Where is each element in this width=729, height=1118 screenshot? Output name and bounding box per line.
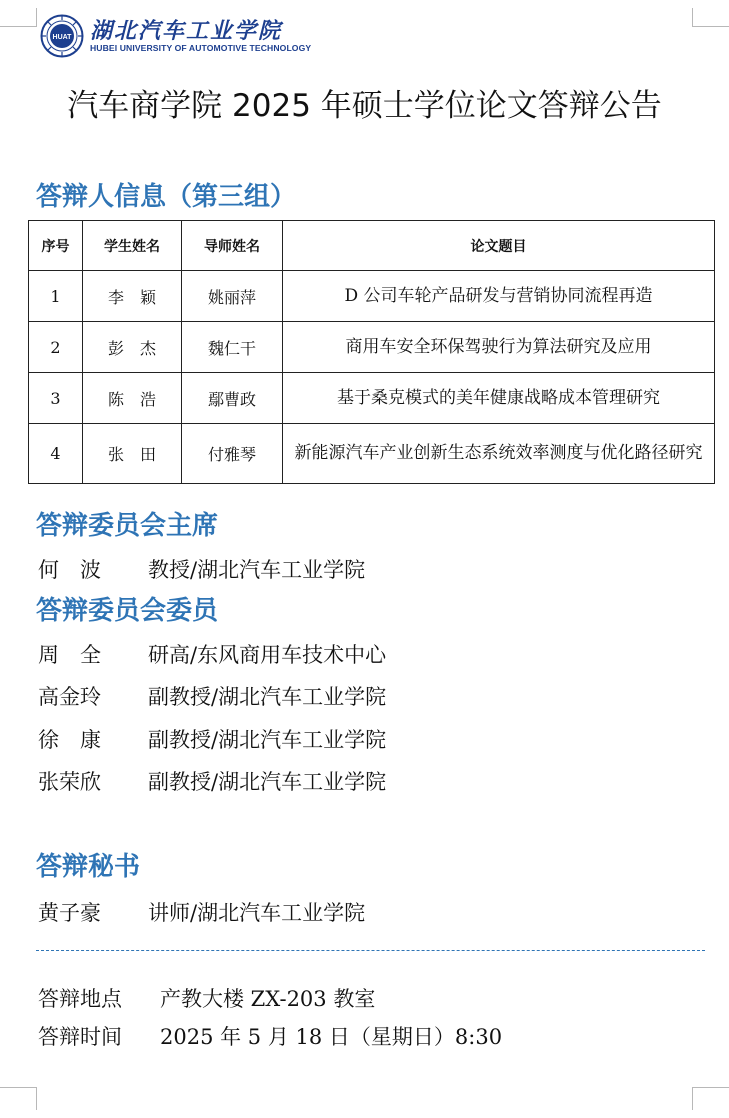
table-header-row [29,221,715,271]
school-name-en: HUBEI UNIVERSITY OF AUTOMOTIVE TECHNOLOGY [90,43,312,53]
secretary-heading: 答辩秘书 [36,852,141,882]
member-name: 徐 康 [38,728,101,752]
student-name: 彭 杰 [83,322,182,373]
crop-mark-bottom-right [692,1087,729,1110]
member-title: 副教授/湖北汽车工业学院 [148,728,387,752]
member-name: 张荣欣 [38,770,101,794]
committee-member [38,681,386,711]
committee-member [38,766,386,796]
page-title: 汽车商学院 2025 年硕士学位论文答辩公告 [67,88,662,124]
advisor-name: 姚丽萍 [182,271,283,322]
student-name: 张 田 [83,424,182,484]
row-number: 3 [29,373,83,424]
committee-member [38,639,386,669]
secretary-member [38,897,365,927]
column-header-advisor: 导师姓名 [182,221,283,271]
member-title: 教授/湖北汽车工业学院 [148,558,366,582]
thesis-topic: 基于桑克模式的美年健康战略成本管理研究 [283,373,715,424]
member-title: 讲师/湖北汽车工业学院 [148,901,366,925]
thesis-topic: 商用车安全环保驾驶行为算法研究及应用 [283,322,715,373]
thesis-table [28,220,715,484]
defenders-heading: 答辩人信息（第三组） [36,182,297,212]
column-header-student: 学生姓名 [83,221,182,271]
member-title: 副教授/湖北汽车工业学院 [148,685,387,709]
location-value: 产教大楼 ZX-203 教室 [160,987,376,1011]
table-row [29,424,715,484]
crop-mark-bottom-left [0,1087,37,1110]
advisor-name: 付雅琴 [182,424,283,484]
student-name: 李 颖 [83,271,182,322]
table-row [29,322,715,373]
student-name: 陈 浩 [83,373,182,424]
row-number: 4 [29,424,83,484]
row-number: 1 [29,271,83,322]
committee-heading: 答辩委员会委员 [36,596,219,626]
member-name: 何 波 [38,558,101,582]
column-header-number: 序号 [29,221,83,271]
crop-mark-top-right [692,8,729,27]
crop-mark-top-left [0,8,37,27]
member-name: 周 全 [38,643,101,667]
table-row [29,271,715,322]
member-title: 副教授/湖北汽车工业学院 [148,770,387,794]
location-line [38,983,375,1013]
emblem-text: HUAT [52,34,72,41]
advisor-name: 魏仁干 [182,322,283,373]
university-emblem-icon [40,14,84,58]
table-row [29,373,715,424]
location-label: 答辩地点 [38,987,122,1011]
time-line [38,1021,502,1051]
chair-heading: 答辩委员会主席 [36,511,219,541]
member-name: 黄子豪 [38,901,101,925]
thesis-topic: 新能源汽车产业创新生态系统效率测度与优化路径研究 [283,424,715,484]
member-title: 研高/东风商用车技术中心 [148,643,387,667]
row-number: 2 [29,322,83,373]
thesis-topic: D 公司车轮产品研发与营销协同流程再造 [283,271,715,322]
member-name: 高金玲 [38,685,101,709]
section-divider [36,950,705,951]
advisor-name: 鄢曹政 [182,373,283,424]
university-logo [40,14,311,58]
school-name-cn: 湖北汽车工业学院 [90,18,283,44]
committee-member [38,724,386,754]
column-header-topic: 论文题目 [283,221,715,271]
time-value: 2025 年 5 月 18 日（星期日）8:30 [160,1025,503,1049]
time-label: 答辩时间 [38,1025,122,1049]
chair-member [38,554,365,584]
